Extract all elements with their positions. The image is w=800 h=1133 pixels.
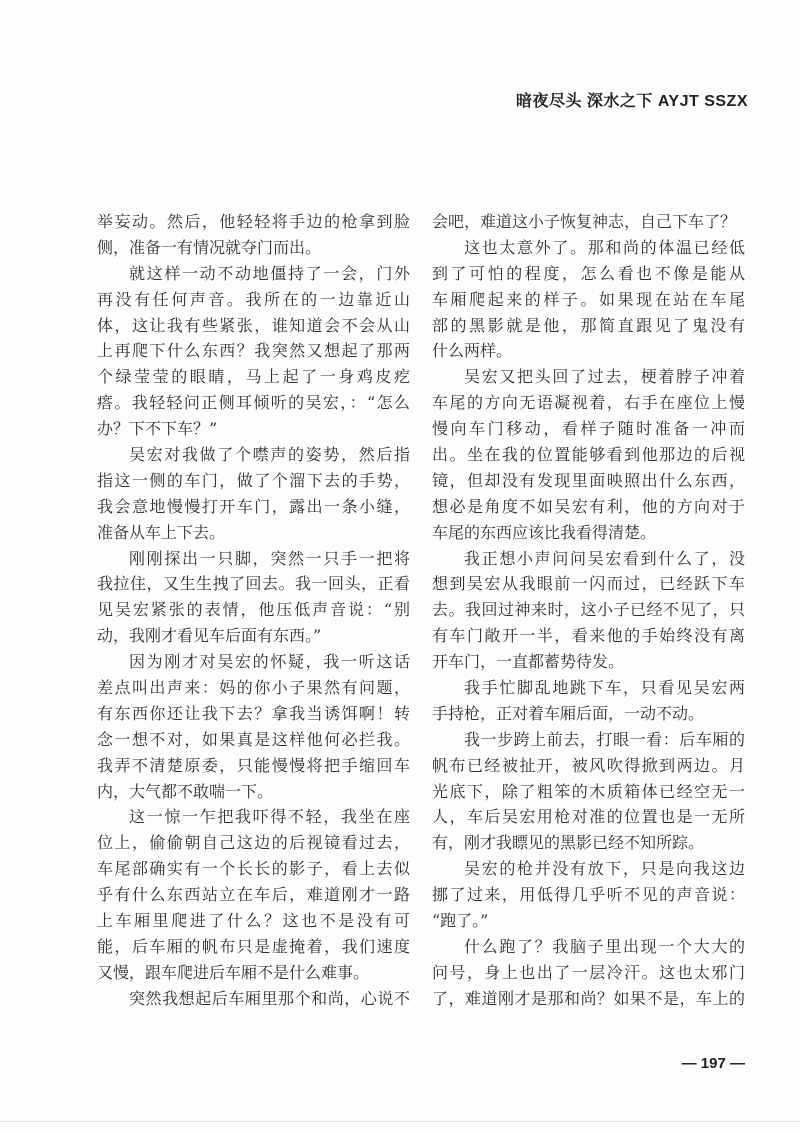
text-line: 我手忙脚乱地跳下车，只看见吴宏两 <box>464 678 745 698</box>
text-line: 吴宏对我做了个噤声的姿势，然后指 <box>129 445 410 465</box>
text-line: 有，刚才我瞟见的黑影已经不知所踪。 <box>432 833 705 853</box>
paragraph <box>432 856 745 934</box>
text-line: 去。我回过神来时，这小子已经不见了，只 <box>432 600 745 620</box>
text-line: 我拉住，又生生拽了回去。我一回头，正看 <box>97 574 410 594</box>
text-line: 因为刚才对吴宏的怀疑，我一听这话 <box>129 652 410 672</box>
paragraph <box>97 546 410 650</box>
paragraph <box>432 675 745 727</box>
text-line: 再没有任何声音。我所在的一边靠近山 <box>97 289 410 309</box>
text-line: 帆布已经被扯开，被风吹得掀到两边。月 <box>432 755 745 775</box>
text-line: 见吴宏紧张的表情，他压低声音说：“别 <box>97 600 410 620</box>
text-line: 我一步跨上前去，打眼一看：后车厢的 <box>464 729 745 749</box>
text-line: 我正想小声问问吴宏看到什么了，没 <box>464 548 745 568</box>
text-line: 车厢爬起来的样子。如果现在站在车尾 <box>432 289 745 309</box>
text-line: 乎有什么东西站立在车后，难道刚才一路 <box>97 885 410 905</box>
page-number: — 197 — <box>681 1055 745 1072</box>
paragraph <box>432 727 745 856</box>
text-line: 手持枪，正对着车厢后面，一动不动。 <box>432 703 705 723</box>
text-line: 瘩。我轻轻问正侧耳倾听的吴宏，：“怎么 <box>97 393 410 413</box>
text-line: 人，车后吴宏用枪对准的位置也是一无所 <box>432 807 745 827</box>
text-line: 车尾的东西应该比我看得清楚。 <box>432 522 657 542</box>
paragraph <box>432 364 745 545</box>
text-line: 这一惊一乍把我吓得不轻，我坐在座 <box>129 807 410 827</box>
text-line: 问号，身上也出了一层冷汗。这也太邪门 <box>432 962 745 982</box>
text-line: 了，难道刚才是那和尚？如果不是，车上的 <box>432 988 745 1008</box>
text-line: 车尾的方向无语凝视着，右手在座位上慢 <box>432 393 745 413</box>
paragraph <box>97 649 410 804</box>
text-line: 刚刚探出一只脚，突然一只手一把将 <box>129 548 410 568</box>
text-line: 准备从车上下去。 <box>97 522 226 542</box>
text-line: 有东西你还让我下去？拿我当诱饵啊！转 <box>97 703 410 723</box>
text-line: 举妄动。然后，他轻轻将手边的枪拿到脸 <box>97 212 410 231</box>
text-line: 能，后车厢的帆布只是虚掩着，我们速度 <box>97 936 410 956</box>
text-line: 侧，准备一有情况就夺门而出。 <box>97 237 322 257</box>
text-column-right <box>432 209 745 1012</box>
text-line: 个绿莹莹的眼睛，马上起了一身鸡皮疙 <box>97 367 410 387</box>
text-line: 差点叫出声来：妈的你小子果然有问题， <box>97 678 410 698</box>
text-line: 部的黑影就是他，那简直跟见了鬼没有 <box>432 315 745 335</box>
text-line: 办？下不下车？” <box>97 419 218 439</box>
paragraph <box>97 986 410 1012</box>
text-line: “跑了。” <box>432 911 489 931</box>
paragraph <box>97 442 410 546</box>
running-header-title: 暗夜尽头 深水之下 AYJT SSZX <box>515 93 748 110</box>
text-line: 突然我想起后车厢里那个和尚，心说不 <box>129 988 410 1008</box>
text-line: 这也太意外了。那和尚的体温已经低 <box>464 237 745 257</box>
text-line: 我会意地慢慢打开车门，露出一条小缝， <box>97 496 410 516</box>
text-line: 镜，但却没有发现里面映照出什么东西， <box>432 470 745 490</box>
text-line: 吴宏又把头回了过去，梗着脖子冲着 <box>464 367 745 387</box>
paragraph <box>432 934 745 1012</box>
text-line: 出。坐在我的位置能够看到他那边的后视 <box>432 445 745 465</box>
text-line: 开车门，一直都蓄势待发。 <box>432 652 625 672</box>
text-line: 车尾部确实有一个长长的影子，看上去似 <box>97 859 410 879</box>
text-line: 我弄不清楚原委，只能慢慢将把手缩回车 <box>97 755 410 775</box>
text-line: 想到吴宏从我眼前一闪而过，已经跃下车 <box>432 574 745 594</box>
scan-edge-line <box>0 1121 800 1122</box>
text-line: 内，大气都不敢喘一下。 <box>97 781 274 801</box>
text-line: 什么两样。 <box>432 341 513 361</box>
text-line: 就这样一动不动地僵持了一会，门外 <box>129 263 410 283</box>
text-line: 体，这让我有些紧张，谁知道会不会从山 <box>97 315 410 335</box>
text-line: 上车厢里爬进了什么？这也不是没有可 <box>97 911 410 931</box>
text-line: 会吧，难道这小子恢复神志，自己下车了？ <box>432 212 737 231</box>
text-line: 念一想不对，如果真是这样他何必拦我。 <box>97 729 410 749</box>
paragraph <box>97 261 410 442</box>
text-column-left <box>97 209 410 1012</box>
paragraph <box>432 546 745 675</box>
text-line: 什么跑了？我脑子里出现一个大大的 <box>464 936 745 956</box>
text-line: 挪了过来，用低得几乎听不见的声音说： <box>432 885 745 905</box>
text-line: 上再爬下什么东西？我突然又想起了那两 <box>97 341 410 361</box>
paragraph <box>97 804 410 985</box>
text-line: 动，我刚才看见车后面有东西。” <box>97 626 322 646</box>
paragraph <box>97 209 410 261</box>
paragraph <box>432 235 745 364</box>
text-line: 光底下，除了粗笨的木质箱体已经空无一 <box>432 781 745 801</box>
paragraph <box>432 209 745 235</box>
text-line: 慢向车门移动，看样子随时准备一冲而 <box>432 419 745 439</box>
text-line: 到了可怕的程度，怎么看也不像是能从 <box>432 263 745 283</box>
text-line: 指这一侧的车门，做了个溜下去的手势， <box>97 470 410 490</box>
text-line: 有车门敞开一半，看来他的手始终没有离 <box>432 626 745 646</box>
text-line: 想必是角度不如吴宏有利，他的方向对于 <box>432 496 745 516</box>
text-line: 位上，偷偷朝自己这边的后视镜看过去， <box>97 833 410 853</box>
text-line: 又慢，跟车爬进后车厢不是什么难事。 <box>97 962 370 982</box>
text-line: 吴宏的枪并没有放下，只是向我这边 <box>464 859 745 879</box>
